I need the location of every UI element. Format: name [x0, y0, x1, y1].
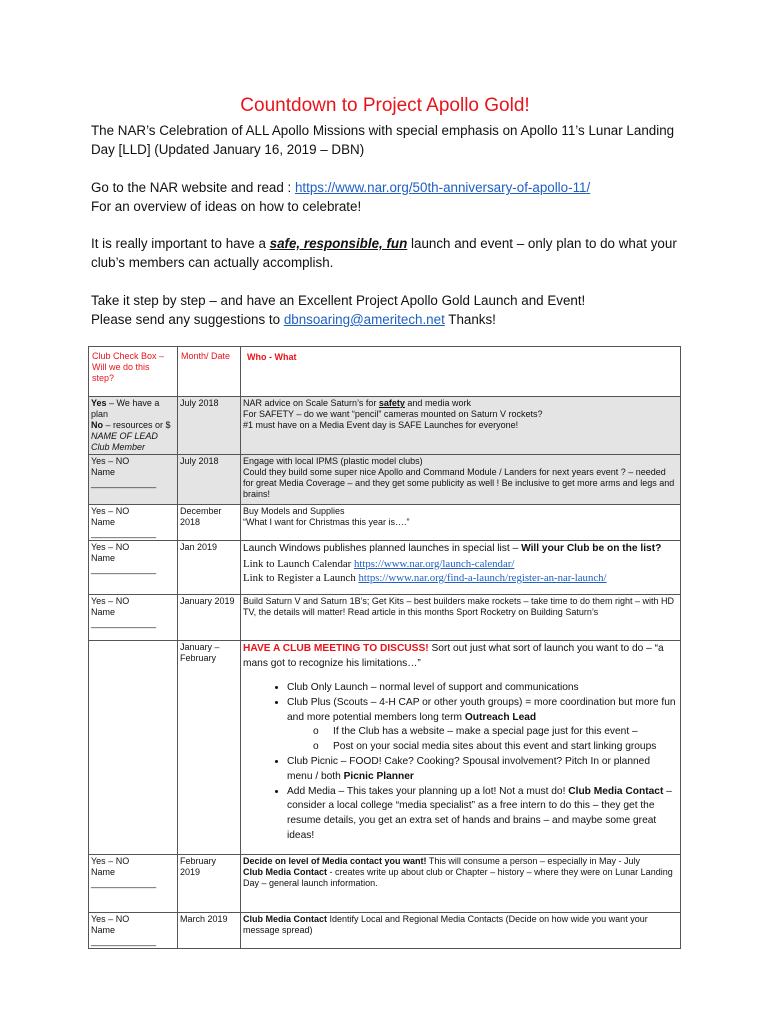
date-cell: July 2018: [178, 455, 241, 505]
bullet-text: Club Plus (Scouts – 4-H CAP or other youth groups) = more coordination but more fun and more potential members long term: [287, 696, 676, 723]
date-cell: July 2018: [178, 397, 241, 455]
who-text: - creates write up about club or Chapter – history – where they were on Lunar Landing Day – general launch information.: [243, 867, 673, 888]
safety-paragraph: [91, 234, 691, 272]
yes-label: Yes: [91, 398, 107, 408]
nar-website-paragraph: [91, 178, 691, 216]
step-by-step-text: Take it step by step – and have an Excellent Project Apollo Gold Launch and Event!: [91, 293, 586, 308]
name-blank: Name _____________: [91, 925, 157, 946]
intro-paragraph: The NAR’s Celebration of ALL Apollo Missions with special emphasis on Apollo 11’s Lunar Landing Day [LLD] (Updated January 16, 2019 – DBN): [91, 123, 675, 157]
who-text: Identify Local and Regional Media Contacts (Decide on how wide you want your message spread): [243, 914, 648, 935]
who-text: Launch Windows publishes planned launches in special list –: [243, 543, 522, 554]
safe-responsible-fun: safe, responsible, fun: [269, 236, 408, 251]
club-on-list-question: Will your Club be on the list?: [521, 543, 662, 554]
header-club-check: Club Check Box – Will we do this step?: [89, 347, 178, 397]
yes-desc: – We have a plan: [91, 398, 160, 419]
club-check-cell: [89, 397, 178, 455]
list-item: [287, 681, 678, 696]
who-text: NAR advice on Scale Saturn’s for: [243, 398, 379, 408]
sub-bullet-text: Post on your social media sites about this event and start linking groups: [333, 741, 657, 753]
table-row: [89, 505, 681, 541]
who-text: “What I want for Christmas this year is….”: [243, 517, 410, 527]
nar-anniversary-link[interactable]: https://www.nar.org/50th-anniversary-of-apollo-11/: [294, 180, 591, 195]
name-blank: Name _____________: [91, 553, 157, 574]
yes-no-label: Yes – NO: [91, 506, 130, 516]
bullet-text: – consider a local college “media specialist” as a free intern to do this – they get the resume details, you get an extra set of hands and brains – and maybe some great ideas!: [287, 785, 672, 841]
thanks-text: Thanks!: [444, 312, 496, 327]
who-text: Sort out just what sort of launch you want to do – “a mans got to recognize his limitations…”: [243, 643, 664, 669]
table-row: [89, 913, 681, 949]
who-text: #1 must have on a Media Event day is SAFE Launches for everyone!: [243, 420, 519, 430]
suggestions-paragraph: [91, 291, 691, 329]
club-check-cell: [89, 595, 178, 641]
bullet-text: Club Picnic – FOOD! Cake? Cooking? Spousal involvement? Pitch In or planned menu / both: [287, 755, 650, 782]
yes-no-label: Yes – NO: [91, 596, 130, 606]
who-what-cell: [241, 455, 681, 505]
who-what-cell: [241, 641, 681, 855]
sub-list: [287, 725, 678, 755]
date-cell: March 2019: [178, 913, 241, 949]
launch-calendar-link[interactable]: https://www.nar.org/launch-calendar/: [353, 557, 515, 570]
safety-word: safety: [378, 398, 405, 408]
table-row: [89, 541, 681, 595]
nar-website-text: Go to the NAR website and read :: [91, 180, 295, 195]
date-cell: Jan 2019: [178, 541, 241, 595]
media-level-heading: Decide on level of Media contact you want!: [243, 856, 427, 866]
sub-bullet-marker: o: [313, 741, 319, 753]
who-text: Buy Models and Supplies: [243, 506, 345, 516]
who-what-cell: [241, 541, 681, 595]
yes-no-label: Yes – NO: [91, 456, 130, 466]
date-cell: January – February: [178, 641, 241, 855]
sub-list-item: [313, 725, 678, 740]
name-blank: Name _____________: [91, 867, 157, 888]
register-link-label: Link to Register a Launch: [243, 572, 359, 584]
table-row: [89, 397, 681, 455]
header-month-date: Month/ Date: [178, 347, 241, 397]
club-check-cell: [89, 541, 178, 595]
who-what-cell: [241, 913, 681, 949]
yes-no-label: Yes – NO: [91, 856, 130, 866]
who-text: This will consume a person – especially in May - July: [426, 856, 640, 866]
launch-options-list: [243, 681, 678, 844]
table-row: [89, 455, 681, 505]
club-check-cell: [89, 913, 178, 949]
who-what-cell: [241, 855, 681, 913]
header-who-what: Who - What: [241, 347, 681, 397]
list-item: [287, 785, 678, 844]
register-launch-link[interactable]: https://www.nar.org/find-a-launch/register-an-nar-launch/: [358, 572, 607, 584]
outreach-lead-role: Outreach Lead: [464, 711, 537, 723]
name-blank: Name _____________: [91, 467, 157, 488]
date-cell: February 2019: [178, 855, 241, 913]
club-meeting-heading: HAVE A CLUB MEETING TO DISCUSS!: [243, 643, 429, 654]
name-blank: Name _____________: [91, 607, 157, 628]
who-text: For SAFETY – do we want “pencil” cameras mounted on Saturn V rockets?: [243, 409, 543, 419]
date-cell: January 2019: [178, 595, 241, 641]
who-text: Could they build some super nice Apollo and Command Module / Landers for next years event ? – needed for great Media Coverage – and they get some publicity as well ! Be inclusive to get more arms and legs and brains!: [243, 467, 675, 499]
who-what-cell: [241, 505, 681, 541]
yes-no-label: Yes – NO: [91, 914, 130, 924]
no-label: No: [91, 420, 103, 430]
media-contact-role: Club Media Contact: [243, 914, 328, 924]
club-check-cell: [89, 455, 178, 505]
plan-table: [88, 346, 681, 949]
who-what-cell: Build Saturn V and Saturn 1B’s; Get Kits – best builders make rockets – take time to do them right – with HD TV, the details will matter! Read article in this months Sport Rocketry on Building Saturn’s: [241, 595, 681, 641]
who-what-cell: [241, 397, 681, 455]
page-title: Countdown to Project Apollo Gold!: [240, 95, 530, 116]
calendar-link-label: Link to Launch Calendar: [243, 557, 354, 570]
who-text: Engage with local IPMS (plastic model clubs): [243, 456, 423, 466]
bullet-text: Club Only Launch – normal level of support and communications: [287, 682, 579, 693]
sub-list-item: [313, 740, 678, 755]
no-desc: – resources or $: [103, 420, 171, 430]
list-item: [287, 755, 678, 785]
table-row: [89, 595, 681, 641]
sub-bullet-marker: o: [313, 726, 319, 738]
club-check-cell: [89, 505, 178, 541]
yes-no-label: Yes – NO: [91, 542, 130, 552]
media-contact-role: Club Media Contact: [568, 785, 664, 797]
safety-text-start: It is really important to have a: [91, 236, 270, 251]
club-check-cell: [89, 855, 178, 913]
picnic-planner-role: Picnic Planner: [343, 770, 414, 782]
table-row: [89, 641, 681, 855]
club-check-cell: [89, 641, 178, 855]
safety-text-end: launch and event – only plan to do what your club’s members can actually accomplish.: [91, 236, 677, 270]
name-blank: Name _____________: [91, 517, 157, 538]
table-header-row: [89, 347, 681, 397]
table-row: [89, 855, 681, 913]
sub-bullet-text: If the Club has a website – make a special page just for this event –: [333, 726, 638, 738]
nar-website-followup: For an overview of ideas on how to celebrate!: [91, 199, 362, 214]
media-contact-role: Club Media Contact: [243, 867, 328, 877]
date-cell: December 2018: [178, 505, 241, 541]
bullet-text: Add Media – This takes your planning up a lot! Not a must do!: [287, 785, 569, 797]
lead-name-label: NAME OF LEAD Club Member: [91, 431, 158, 452]
email-link[interactable]: dbnsoaring@ameritech.net: [283, 312, 445, 327]
suggestions-text: Please send any suggestions to: [91, 312, 284, 327]
who-text: and media work: [404, 398, 471, 408]
list-item: [287, 696, 678, 755]
